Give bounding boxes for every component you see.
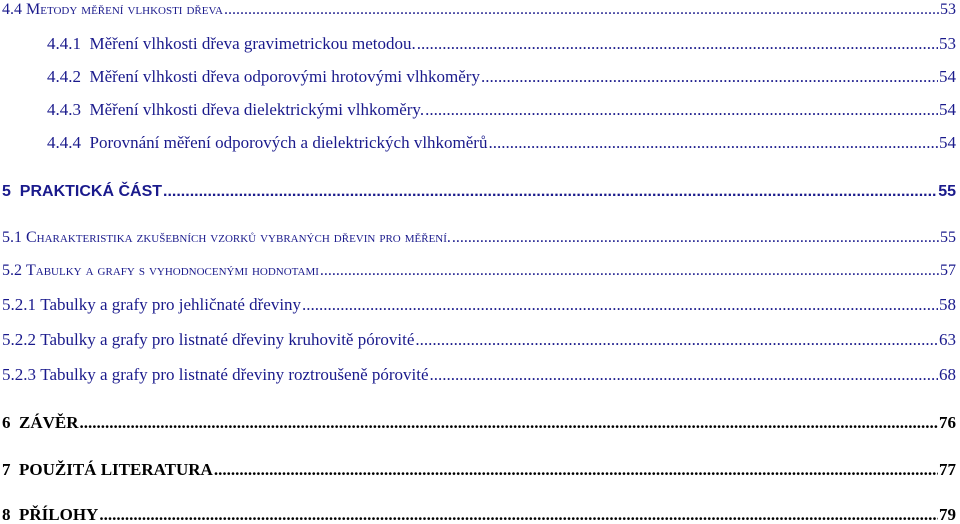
toc-entry-5[interactable] <box>2 184 956 200</box>
toc-entry-number: 5.2.1 <box>2 295 36 314</box>
toc-entry-number: 5.1 <box>2 229 22 246</box>
toc-entry-page: 53 <box>939 34 956 53</box>
toc-entry-title: Měření vlhkosti dřeva odporovými hrotovými vlhkoměry <box>89 67 480 86</box>
toc-entry-5-2[interactable] <box>2 263 956 279</box>
dot-leader <box>452 230 939 246</box>
dot-leader <box>425 101 938 118</box>
toc-entry-number: 5.2 <box>2 262 22 279</box>
toc-entry-title: ZÁVĚR <box>19 413 79 432</box>
dot-leader <box>224 2 939 18</box>
toc-entry-number: 5.2.2 <box>2 330 36 349</box>
toc-entry-6[interactable] <box>2 414 956 431</box>
toc-entry-page: 68 <box>939 365 956 384</box>
dot-leader <box>481 68 938 85</box>
toc-entry-5-2-3[interactable] <box>2 366 956 383</box>
dot-leader <box>99 506 938 523</box>
toc-entry-page: 54 <box>939 100 956 119</box>
toc-entry-page: 79 <box>939 505 956 524</box>
dot-leader <box>163 184 937 200</box>
toc-entry-number: 8 <box>2 505 11 524</box>
toc-entry-4-4-2[interactable] <box>47 68 956 85</box>
dot-leader <box>80 414 938 431</box>
toc-entry-5-1[interactable] <box>2 230 956 246</box>
dot-leader <box>488 134 938 151</box>
toc-entry-title: Metody měření vlhkosti dřeva <box>26 1 223 18</box>
toc-entry-title: PRAKTICKÁ ČÁST <box>19 183 163 200</box>
toc-entry-title: Tabulky a grafy pro listnaté dřeviny roztroušeně pórovité <box>40 365 429 384</box>
toc-entry-5-2-2[interactable] <box>2 331 956 348</box>
toc-entry-title: Charakteristika zkušebních vzorků vybraných dřevin pro měření. <box>26 229 451 246</box>
toc-entry-page: 57 <box>940 262 956 279</box>
toc-entry-page: 77 <box>939 460 956 479</box>
toc-entry-title: Tabulky a grafy pro jehličnaté dřeviny <box>40 295 302 314</box>
toc-entry-page: 53 <box>940 1 956 18</box>
toc-entry-7[interactable] <box>2 461 956 478</box>
toc-entry-number: 4.4.4 <box>47 133 81 152</box>
toc-entry-4-4-3[interactable] <box>47 101 956 118</box>
toc-entry-page: 58 <box>939 295 956 314</box>
toc-entry-title: Tabulky a grafy s vyhodnocenými hodnotami <box>26 262 319 279</box>
toc-entry-number: 4.4.1 <box>47 34 81 53</box>
toc-entry-5-2-1[interactable] <box>2 296 956 313</box>
toc-entry-page: 55 <box>940 229 956 246</box>
toc-entry-page: 54 <box>939 133 956 152</box>
toc-entry-page: 54 <box>939 67 956 86</box>
dot-leader <box>430 366 938 383</box>
toc-entry-page: 55 <box>938 183 956 200</box>
toc-entry-number: 7 <box>2 460 11 479</box>
dot-leader <box>214 461 938 478</box>
toc-entry-4-4[interactable] <box>2 2 956 18</box>
dot-leader <box>415 331 938 348</box>
dot-leader <box>302 296 938 313</box>
dot-leader <box>320 263 939 279</box>
toc-entry-number: 6 <box>2 413 11 432</box>
toc-entry-title: Tabulky a grafy pro listnaté dřeviny kruhovitě pórovité <box>40 330 415 349</box>
toc-entry-number: 4.4 <box>2 1 22 18</box>
toc-entry-number: 4.4.2 <box>47 67 81 86</box>
toc-entry-page: 76 <box>939 413 956 432</box>
toc-entry-4-4-1[interactable] <box>47 35 956 52</box>
toc-entry-title: Měření vlhkosti dřeva dielektrickými vlhkoměry. <box>89 100 425 119</box>
toc-entry-number: 4.4.3 <box>47 100 81 119</box>
toc-entry-number: 5 <box>2 183 11 200</box>
toc-entry-8[interactable] <box>2 506 956 523</box>
toc-entry-title: Měření vlhkosti dřeva gravimetrickou metodou. <box>89 34 416 53</box>
dot-leader <box>417 35 938 52</box>
toc-entry-title: Porovnání měření odporových a dielektrických vlhkoměrů <box>89 133 488 152</box>
toc-entry-number: 5.2.3 <box>2 365 36 384</box>
toc-entry-title: POUŽITÁ LITERATURA <box>19 460 213 479</box>
toc-entry-4-4-4[interactable] <box>47 134 956 151</box>
toc-entry-page: 63 <box>939 330 956 349</box>
toc-entry-title: PŘÍLOHY <box>19 505 99 524</box>
